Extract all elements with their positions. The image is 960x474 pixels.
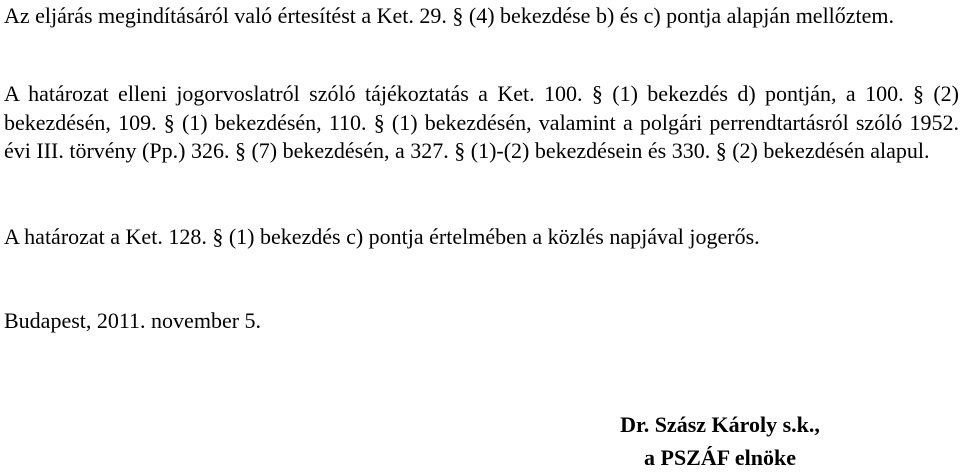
paragraph-notification: Az eljárás megindításáról való értesítést a Ket. 29. § (4) bekezdése b) és c) pontja alapján mellőztem. [4,3,895,28]
place-and-date: Budapest, 2011. november 5. [4,308,262,333]
paragraph-finality: A határozat a Ket. 128. § (1) bekezdés c) pontja értelmében a közlés napjával jogerős. [4,224,760,249]
signature-block [600,408,840,474]
signatory-name: Dr. Szász Károly s.k., [620,412,820,437]
signatory-title: a PSZÁF elnöke [644,445,796,470]
paragraph-legal-remedy: A határozat elleni jogorvoslatról szóló tájékoztatás a Ket. 100. § (1) bekezdés d) pontján, a 100. § (2) bekezdésén, 109. § (1) bekezdésén, 110. § (1) bekezdésén, valamint a polgári perrendtartásról szóló 1952. évi III. törvény (Pp.) 326. § (7) bekezdésén, a 327. § (1)-(2) bekezdésein és 330. § (2) bekezdésén alapul. [4,81,959,163]
